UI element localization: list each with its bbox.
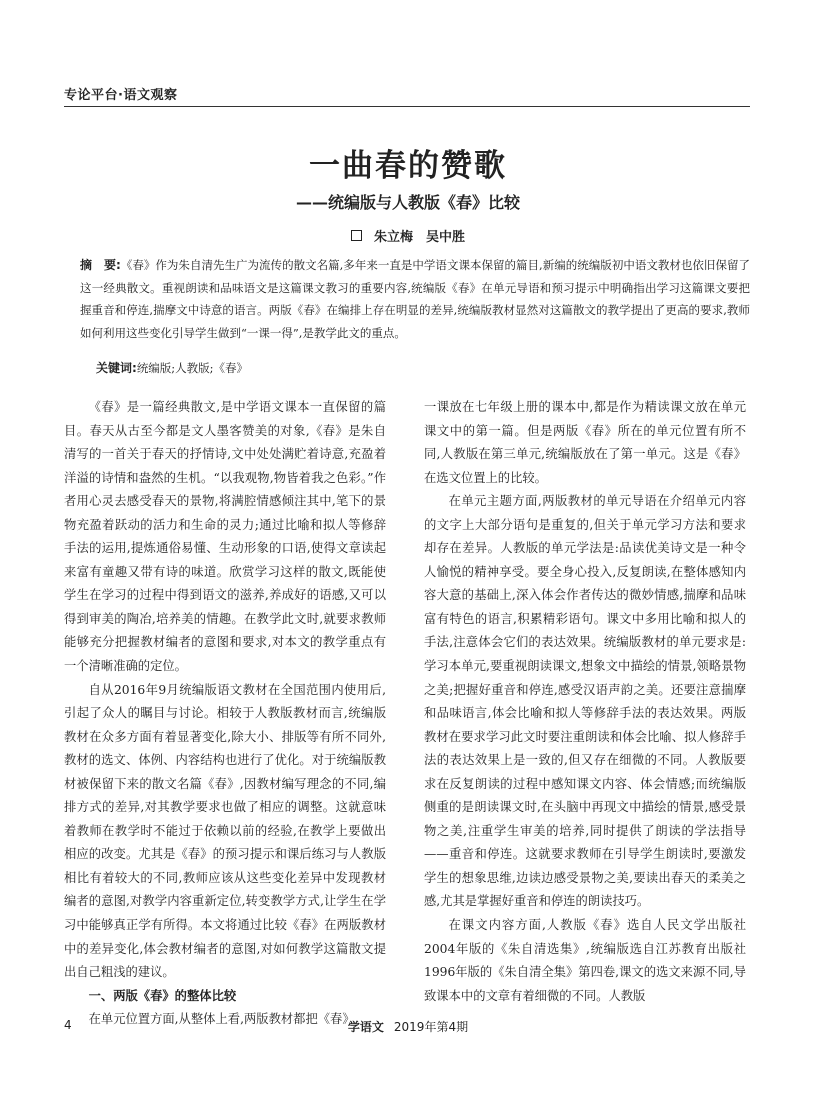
body-paragraph: 自从2016年9月统编版语文教材在全国范围内使用后,引起了众人的瞩目与讨论。相较于人教版教材而言,统编版教材在众多方面有着显著变化,除大小、排版等有所不同外,教材的选文、体例、内容结构也进行了优化。对于统编版教材被保留下来的散文名篇《春》,因教材编写理念的不同,编排方式的差异,对其教学要求也做了相应的调整。这就意味着教师在教学时不能过于依赖以前的经验,在教学上要做出相应的改变。尤其是《春》的预习提示和课后练习与人教版相比有着较大的不同,教师应该从这些变化差异中发现教材编者的意图,对教学内容重新定位,转变教学方式,让学生在学习中能够真正学有所得。本文将通过比较《春》在两版教材中的差异变化,体会教材编者的意图,对如何教学这篇散文提出自己粗浅的建议。	[64, 682, 386, 980]
body-paragraph: 在课文内容方面,人教版《春》选自人民文学出版社2004年版的《朱自清选集》,统编版选自江苏教育出版社1996年版的《朱自清全集》第四卷,课文的选文来源不同,导致课本中的文章有着细微的不同。人教版	[424, 918, 746, 1003]
keywords-text: 统编版;人教版;《春》	[136, 361, 249, 375]
journal-name: 学语文	[347, 1020, 384, 1034]
body-paragraph: 在单元主题方面,两版教材的单元导语在介绍单元内容的文字上大部分语句是重复的,但关于单元学习方法和要求却存在差异。人教版的单元学法是:品读优美诗文是一种令人愉悦的精神享受。要全身心投入,反复朗读,在整体感知内容大意的基础上,深入体会作者传达的微妙情感,揣摩和品味富有特色的语言,积累精彩语句。课文中多用比喻和拟人的手法,注意体会它们的表达效果。统编版教材的单元要求是:学习本单元,要重视朗读课文,想象文中描绘的情景,领略景物之美;把握好重音和停连,感受汉语声韵之美。还要注意揣摩和品味语言,体会比喻和拟人等修辞手法的表达效果。两版教材在要求学习此文时要注重朗读和体会比喻、拟人修辞手法的表达效果上是一致的,但又存在细微的不同。人教版要求在反复朗读的过程中感知课文内容、体会情感;而统编版侧重的是朗读课文时,在头脑中再现文中描绘的情景,感受景物之美,注重学生审美的培养,同时提供了朗读的学法指导——重音和停连。这就要求教师在引导学生朗读时,要激发学生的想象思维,边读边感受景物之美,要读出春天的柔美之感,尤其是掌握好重音和停连的朗读技巧。	[424, 494, 746, 909]
authors-text: 朱立梅 吴中胜	[373, 230, 465, 245]
body-paragraph: 一课放在七年级上册的课本中,都是作为精读课文放在单元课文中的第一篇。但是两版《春》所在的单元位置有所不同,人教版在第三单元,统编版放在了第一单元。这是《春》在选文位置上的比较。	[424, 400, 746, 485]
journal-issue: 2019年第4期	[393, 1020, 469, 1034]
article-subtitle: ——统编版与人教版《春》比较	[295, 193, 520, 212]
body-column-right	[424, 396, 746, 1008]
footer	[0, 1018, 816, 1035]
author-box-icon	[351, 230, 362, 241]
abstract-text: 《春》作为朱自清先生广为流传的散文名篇,多年来一直是中学语文课本保留的篇目,新编的统编版初中语文教材也依旧保留了这一经典散文。重视朗读和品味语文是这篇课文教习的重要内容,统编版《春》在单元导语和预习提示中明确指出学习这篇课文要把握重音和停连,揣摩文中诗意的语言。两版《春》在编排上存在明显的差异,统编版教材显然对这篇散文的教学提出了更高的要求,教师如何利用这些变化引导学生做到“一课一得”,是教学此文的重点。	[80, 258, 750, 340]
section-heading: 一、两版《春》的整体比较	[88, 988, 237, 1003]
article-title: 一曲春的赞歌	[309, 148, 507, 184]
body-column-left	[64, 396, 386, 1032]
body-paragraph: 在单元位置方面,从整体上看,两版教材都把《春》	[88, 1012, 355, 1027]
body-paragraph: 《春》是一篇经典散文,是中学语文课本一直保留的篇目。春天从古至今都是文人墨客赞美的对象,《春》是朱自清写的一首关于春天的抒情诗,文中处处满贮着诗意,充盈着洋溢的诗情和盎然的生机。“以我观物,物皆着我之色彩。”作者用心灵去感受春天的景物,将满腔情感倾注其中,笔下的景物充盈着跃动的活力和生命的灵力;通过比喻和拟人等修辞手法的运用,提炼通俗易懂、生动形象的口语,使得文章读起来富有童趣又带有诗的味道。欣赏学习这样的散文,既能使学生在学习的过程中得到语文的滋养,养成好的语感,又可以得到审美的陶冶,培养美的情趣。在教学此文时,就要求教师能够充分把握教材编者的意图和要求,对本文的教学重点有一个清晰准确的定位。	[64, 400, 386, 674]
page-number: 4	[64, 1018, 72, 1032]
abstract	[80, 254, 750, 344]
article-authors	[0, 226, 816, 245]
keywords	[96, 358, 248, 378]
section-label: 专论平台·语文观察	[64, 88, 178, 103]
header-rule	[64, 106, 750, 107]
keywords-label: 关键词:	[96, 361, 137, 375]
abstract-label: 摘 要:	[80, 258, 121, 272]
